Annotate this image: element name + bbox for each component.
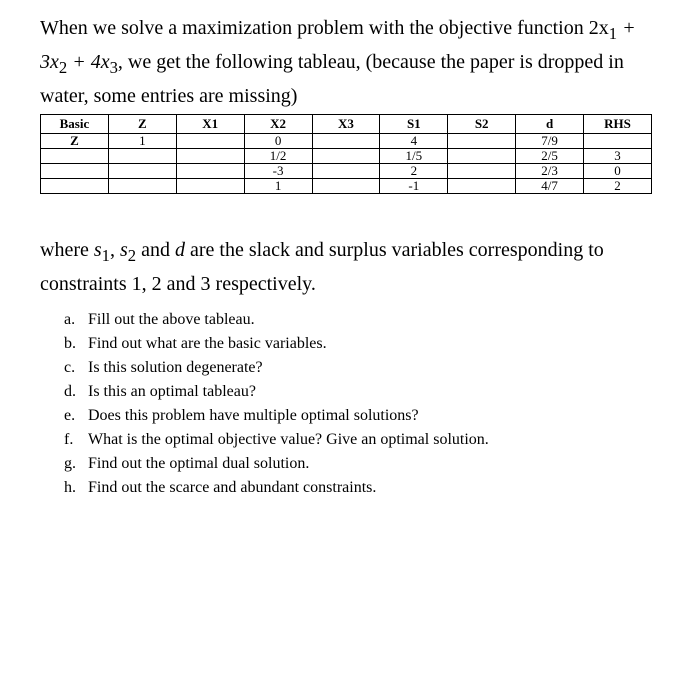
item-label: f. (64, 431, 74, 448)
table-cell: 2/5 (516, 149, 584, 164)
header-cell: d (516, 115, 584, 134)
header-cell: X1 (176, 115, 244, 134)
intro-text-1: When we solve a maximization problem with the objective function 2x (40, 17, 609, 39)
table-cell (176, 164, 244, 179)
table-cell (448, 164, 516, 179)
table-cell (108, 149, 176, 164)
table-cell: 1 (244, 179, 312, 194)
table-cell: 2 (584, 179, 652, 194)
list-item (64, 332, 489, 356)
table-cell (176, 149, 244, 164)
table-cell: 1 (108, 134, 176, 149)
subscript-2: 2 (58, 58, 68, 77)
table-cell (448, 134, 516, 149)
var-s1: s (93, 239, 102, 261)
intro-text-2: + 3x (40, 17, 636, 73)
variable-description (40, 236, 665, 299)
item-label: h. (64, 479, 76, 496)
table-cell (108, 179, 176, 194)
table-cell (448, 149, 516, 164)
item-label: e. (64, 407, 76, 424)
intro-text-4: , we get the following tableau, (because the paper is dropped in water, some entries are missing) (40, 51, 624, 107)
item-text: Find out what are the basic variables. (88, 335, 327, 352)
table-cell (41, 149, 109, 164)
table-cell (41, 179, 109, 194)
var-s2: s (119, 239, 128, 261)
table-cell (312, 134, 380, 149)
where-text: where (40, 239, 94, 261)
table-cell: 7/9 (516, 134, 584, 149)
list-item (64, 476, 489, 500)
header-cell: Basic (41, 115, 109, 134)
header-cell: Z (108, 115, 176, 134)
table-cell (176, 179, 244, 194)
var-s1-sub: 1 (101, 246, 110, 265)
table-cell: 4 (380, 134, 448, 149)
intro-text-3: + 4x (67, 51, 110, 73)
item-text: Find out the optimal dual solution. (88, 455, 310, 472)
item-text: What is the optimal objective value? Give an optimal solution. (88, 431, 489, 448)
table-cell (176, 134, 244, 149)
header-cell: RHS (584, 115, 652, 134)
item-label: a. (64, 311, 76, 328)
table-cell: 2 (380, 164, 448, 179)
table-row (41, 134, 652, 149)
header-cell: X2 (244, 115, 312, 134)
item-label: b. (64, 335, 76, 352)
list-item (64, 356, 489, 380)
table-row (41, 149, 652, 164)
item-text: Fill out the above tableau. (88, 311, 255, 328)
table-cell (448, 179, 516, 194)
item-text: Does this problem have multiple optimal solutions? (88, 407, 419, 424)
subscript-1: 1 (608, 24, 618, 43)
question-list (64, 308, 489, 500)
list-item (64, 404, 489, 428)
where-and: and (136, 239, 175, 261)
table-cell: 1/5 (380, 149, 448, 164)
var-d: d (175, 239, 185, 261)
table-cell: Z (41, 134, 109, 149)
table-row (41, 179, 652, 194)
item-text: Is this an optimal tableau? (88, 383, 256, 400)
list-item (64, 380, 489, 404)
problem-intro (40, 14, 665, 111)
header-cell: X3 (312, 115, 380, 134)
list-item (64, 308, 489, 332)
where-sep: , (109, 239, 120, 261)
var-s2-sub: 2 (127, 246, 137, 265)
item-text: Is this solution degenerate? (88, 359, 263, 376)
header-cell: S1 (380, 115, 448, 134)
list-item (64, 428, 489, 452)
subscript-3: 3 (109, 58, 118, 77)
table-cell (41, 164, 109, 179)
table-cell: 2/3 (516, 164, 584, 179)
table-cell: 3 (584, 149, 652, 164)
item-label: c. (64, 359, 76, 376)
table-cell: 0 (244, 134, 312, 149)
item-label: g. (64, 455, 76, 472)
table-cell: -1 (380, 179, 448, 194)
table-cell (584, 134, 652, 149)
table-cell (312, 149, 380, 164)
table-row (41, 164, 652, 179)
where-rest: are the slack and surplus variables corresponding to constraints 1, 2 and 3 respectively. (40, 239, 604, 295)
list-item (64, 452, 489, 476)
tableau-header-row (41, 115, 652, 134)
table-cell: 4/7 (516, 179, 584, 194)
item-text: Find out the scarce and abundant constraints. (88, 479, 377, 496)
table-cell (108, 164, 176, 179)
table-cell: 1/2 (244, 149, 312, 164)
item-label: d. (64, 383, 76, 400)
header-cell: S2 (448, 115, 516, 134)
table-cell: 0 (584, 164, 652, 179)
table-cell (312, 164, 380, 179)
table-cell (312, 179, 380, 194)
table-cell: -3 (244, 164, 312, 179)
simplex-tableau (40, 114, 652, 194)
